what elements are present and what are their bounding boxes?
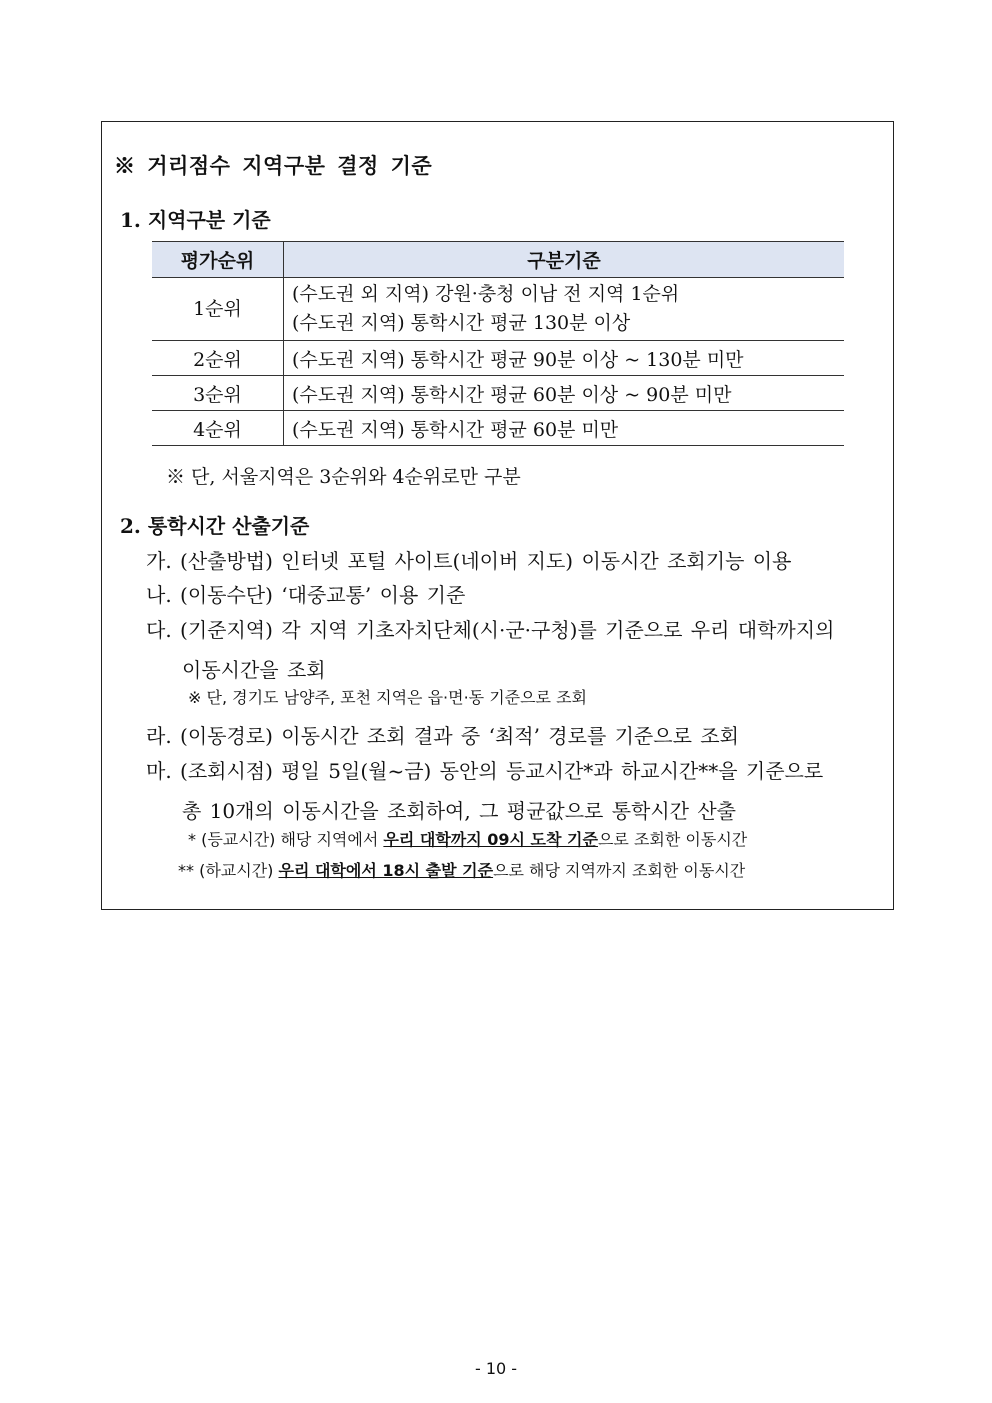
item-da-text: 다. (기준지역) 각 지역 기초자치단체(시·군·구청)를 기준으로 우리 대학까지의 (146, 618, 835, 642)
footnote-departure-emphasis: 우리 대학에서 18시 출발 기준 (278, 861, 494, 880)
criteria-cell: (수도권 지역) 통학시간 평균 60분 이상 ~ 90분 미만 (284, 376, 845, 411)
footnote-departure-prefix: ** (하교시간) (178, 861, 279, 880)
item-ma (146, 755, 823, 824)
table-header-row (152, 242, 844, 278)
item-na: 나. (이동수단) ‘대중교통’ 이용 기준 (146, 583, 466, 607)
section-2-heading: 2. 통학시간 산출기준 (120, 514, 310, 538)
item-da-continuation: 이동시간을 조회 (182, 658, 326, 682)
criteria-cell: (수도권 지역) 통학시간 평균 60분 미만 (284, 411, 845, 446)
page-number: - 10 - (474, 1359, 518, 1378)
seoul-note: ※ 단, 서울지역은 3순위와 4순위로만 구분 (166, 466, 521, 488)
footnote-departure (178, 858, 745, 881)
item-ma-text: 마. (조회시점) 평일 5일(월~금) 동안의 등교시간*과 하교시간**을 기준으로 (146, 759, 824, 783)
criteria-line: (수도권 외 지역) 강원·충청 이남 전 지역 1순위 (292, 283, 680, 305)
section-1-heading: 1. 지역구분 기준 (120, 208, 271, 232)
footnote-arrival-suffix: 으로 조회한 이동시간 (597, 830, 748, 849)
rank-cell: 1순위 (152, 278, 284, 341)
item-ma-continuation: 총 10개의 이동시간을 조회하여, 그 평균값으로 통학시간 산출 (182, 799, 736, 823)
footnote-arrival (188, 827, 747, 850)
item-ra: 라. (이동경로) 이동시간 조회 결과 중 ‘최적’ 경로를 기준으로 조회 (146, 724, 739, 748)
rank-cell: 2순위 (152, 341, 284, 376)
footnote-arrival-emphasis: 우리 대학까지 09시 도착 기준 (383, 830, 598, 849)
criteria-line: (수도권 지역) 통학시간 평균 130분 이상 (292, 312, 631, 334)
rank-cell: 3순위 (152, 376, 284, 411)
table-row (152, 278, 844, 341)
document-title: ※ 거리점수 지역구분 결정 기준 (114, 153, 433, 178)
header-criteria: 구분기준 (284, 242, 845, 278)
table-row (152, 341, 844, 376)
rank-cell: 4순위 (152, 411, 284, 446)
criteria-cell: (수도권 지역) 통학시간 평균 90분 이상 ~ 130분 미만 (284, 341, 845, 376)
criteria-cell (284, 278, 845, 341)
table-row (152, 411, 844, 446)
item-ga: 가. (산출방법) 인터넷 포털 사이트(네이버 지도) 이동시간 조회기능 이용 (146, 549, 792, 573)
criteria-box (101, 121, 894, 910)
item-da (146, 614, 834, 683)
footnote-arrival-prefix: * (등교시간) 해당 지역에서 (188, 830, 384, 849)
footnote-departure-suffix: 으로 해당 지역까지 조회한 이동시간 (493, 861, 746, 880)
item-da-note: ※ 단, 경기도 남양주, 포천 지역은 읍·면·동 기준으로 조회 (188, 688, 588, 707)
header-rank: 평가순위 (152, 242, 284, 278)
table-row (152, 376, 844, 411)
region-criteria-table (152, 241, 844, 446)
